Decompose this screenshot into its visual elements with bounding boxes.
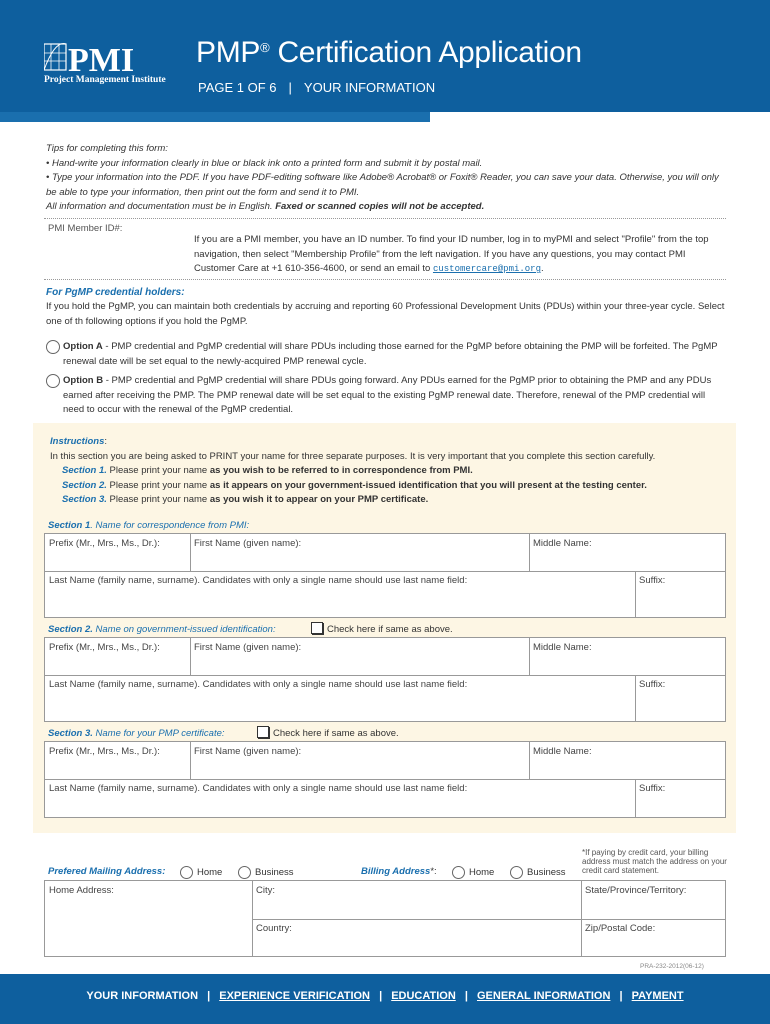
header-banner	[0, 0, 770, 112]
middle-name-field[interactable]: Middle Name:	[533, 642, 592, 653]
divider	[44, 279, 726, 280]
pgmp-text: If you hold the PgMP, you can maintain both credentials by accruing and reporting 60 Professional Development Units (PDUs) within your three-year cycle. Select one of th following options if you hold the PgMP.	[46, 301, 725, 327]
suffix-field[interactable]: Suffix:	[639, 783, 666, 794]
billing-business-radio[interactable]	[510, 866, 523, 879]
mailing-home-radio[interactable]	[180, 866, 193, 879]
footer-current-page: YOUR INFORMATION	[86, 990, 199, 1002]
pgmp-heading: For PgMP credential holders:	[46, 287, 185, 298]
tips-heading: Tips for completing this form:	[46, 143, 168, 154]
same-as-above-checkbox[interactable]	[257, 726, 269, 738]
city-field[interactable]: City:	[256, 885, 275, 896]
header-strip	[0, 112, 770, 122]
zip-field[interactable]: Zip/Postal Code:	[585, 923, 656, 934]
instructions-block: Instructions: In this section you are being asked to PRINT your name for three separate purposes. It is very important that you complete this section carefully. Section 1. Please print your name as you wish to be referred to in correspondence from PMI. Section 2. Please print your name as it appears on your government-issued identification that you will present at the testing center. Section 3. Please print your name as you wish it to appear on your PMP certificate.	[50, 436, 656, 505]
page-subtitle: PAGE 1 OF 6 | YOUR INFORMATION	[198, 80, 436, 95]
prefix-field[interactable]: Prefix (Mr., Mrs., Ms., Dr.):	[49, 642, 160, 653]
footer-link-education[interactable]: EDUCATION	[391, 990, 456, 1002]
option-b: Option B - PMP credential and PgMP credential will share PDUs going forward. Any PDUs earned for the PgMP prior to obtaining the PMP and any PDUs earned after receiving the PMP. The PMP renewal date will be set equal to the existing PgMP renewal date. Therefore, renewal of the PMP credential will need to occur with the renewal of the PgMP credential.	[46, 374, 726, 418]
section-1-form	[44, 533, 726, 618]
option-a: Option A - PMP credential and PgMP credential will share PDUs including those earned for the PgMP before obtaining the PMP will be forfeited. The PgMP renewal date will be set equal to the newly-acquired PMP renewal cycle.	[46, 340, 726, 369]
middle-name-field[interactable]: Middle Name:	[533, 746, 592, 757]
prefix-field[interactable]: Prefix (Mr., Mrs., Ms., Dr.):	[49, 746, 160, 757]
state-field[interactable]: State/Province/Territory:	[585, 885, 687, 896]
prefix-field[interactable]: Prefix (Mr., Mrs., Ms., Dr.):	[49, 538, 160, 549]
footer-link-payment[interactable]: PAYMENT	[631, 990, 684, 1002]
customer-care-email-link[interactable]: customercare@pmi.org	[432, 264, 541, 274]
address-form	[44, 880, 726, 957]
same-as-above-label: Check here if same as above.	[327, 624, 453, 635]
billing-business-option[interactable]: Business	[510, 866, 566, 879]
svg-text:PMI: PMI	[68, 42, 135, 79]
section-1-title: Section 1. Name for correspondence from PMI:	[48, 520, 250, 531]
english-note: All information and documentation must be in English. Faxed or scanned copies will not be accepted.	[46, 201, 485, 212]
billing-home-radio[interactable]	[452, 866, 465, 879]
tip-bullet: • Hand-write your information clearly in blue or black ink onto a printed form and submit it by postal mail.	[46, 157, 483, 169]
suffix-field[interactable]: Suffix:	[639, 679, 666, 690]
footer-nav: YOUR INFORMATION | EXPERIENCE VERIFICATION | EDUCATION | GENERAL INFORMATION | PAYMENT	[0, 974, 770, 1024]
home-address-field[interactable]: Home Address:	[49, 885, 114, 896]
member-id-input[interactable]	[44, 234, 184, 274]
tips-block	[46, 142, 726, 215]
mailing-business-option[interactable]: Business	[238, 866, 294, 879]
same-as-above-checkbox[interactable]	[311, 622, 323, 634]
first-name-field[interactable]: First Name (given name):	[194, 746, 302, 757]
page-title: PMP® Certification Application	[196, 36, 582, 69]
section-name: YOUR INFORMATION	[303, 80, 436, 95]
last-name-field[interactable]: Last Name (family name, surname). Candidates with only a single name should use last name field:	[49, 783, 468, 794]
mailing-business-radio[interactable]	[238, 866, 251, 879]
section-2-form	[44, 637, 726, 722]
billing-note: *If paying by credit card, your billing address must match the address on your credit card statement.	[582, 848, 727, 875]
billing-home-option[interactable]: Home	[452, 866, 494, 879]
member-id-info: If you are a PMI member, you have an ID number. To find your ID number, log in to myPMI and select "Profile" from the top navigation, then select "Membership Profile" from the left navigation. If you have any questions, you may contact PMI Customer Care at +1 610-356-4600, or send an email to customercare@pmi.org.	[194, 234, 709, 274]
divider	[44, 218, 726, 219]
option-a-radio[interactable]	[46, 340, 60, 354]
suffix-field[interactable]: Suffix:	[639, 575, 666, 586]
middle-name-field[interactable]: Middle Name:	[533, 538, 592, 549]
member-id-label: PMI Member ID#:	[48, 223, 123, 234]
logo-subtitle: Project Management Institute	[44, 75, 166, 85]
mailing-home-option[interactable]: Home	[180, 866, 222, 879]
page-indicator: PAGE 1 OF 6	[198, 80, 277, 95]
tip-bullet: • Type your information into the PDF. If you have PDF-editing software like Adobe® Acrobat® or Foxit® Reader, you can save your data. Otherwise, you will only be able to type your information, then print out the form and send it to PMI.	[46, 172, 719, 198]
mailing-address-label: Prefered Mailing Address:	[48, 866, 166, 877]
first-name-field[interactable]: First Name (given name):	[194, 538, 302, 549]
billing-address-label: Billing Address*:	[361, 866, 437, 877]
form-code: PRA-232-2012(06-12)	[640, 963, 704, 970]
first-name-field[interactable]: First Name (given name):	[194, 642, 302, 653]
section-3-form	[44, 741, 726, 818]
option-b-radio[interactable]	[46, 374, 60, 388]
same-as-above-label: Check here if same as above.	[273, 728, 399, 739]
footer-link-general[interactable]: GENERAL INFORMATION	[476, 990, 611, 1002]
section-3-title: Section 3. Name for your PMP certificate:	[48, 728, 225, 739]
footer-link-experience[interactable]: EXPERIENCE VERIFICATION	[219, 990, 370, 1002]
last-name-field[interactable]: Last Name (family name, surname). Candidates with only a single name should use last name field:	[49, 575, 468, 586]
last-name-field[interactable]: Last Name (family name, surname). Candidates with only a single name should use last name field:	[49, 679, 468, 690]
country-field[interactable]: Country:	[256, 923, 292, 934]
section-2-title: Section 2. Name on government-issued identification:	[48, 624, 276, 635]
